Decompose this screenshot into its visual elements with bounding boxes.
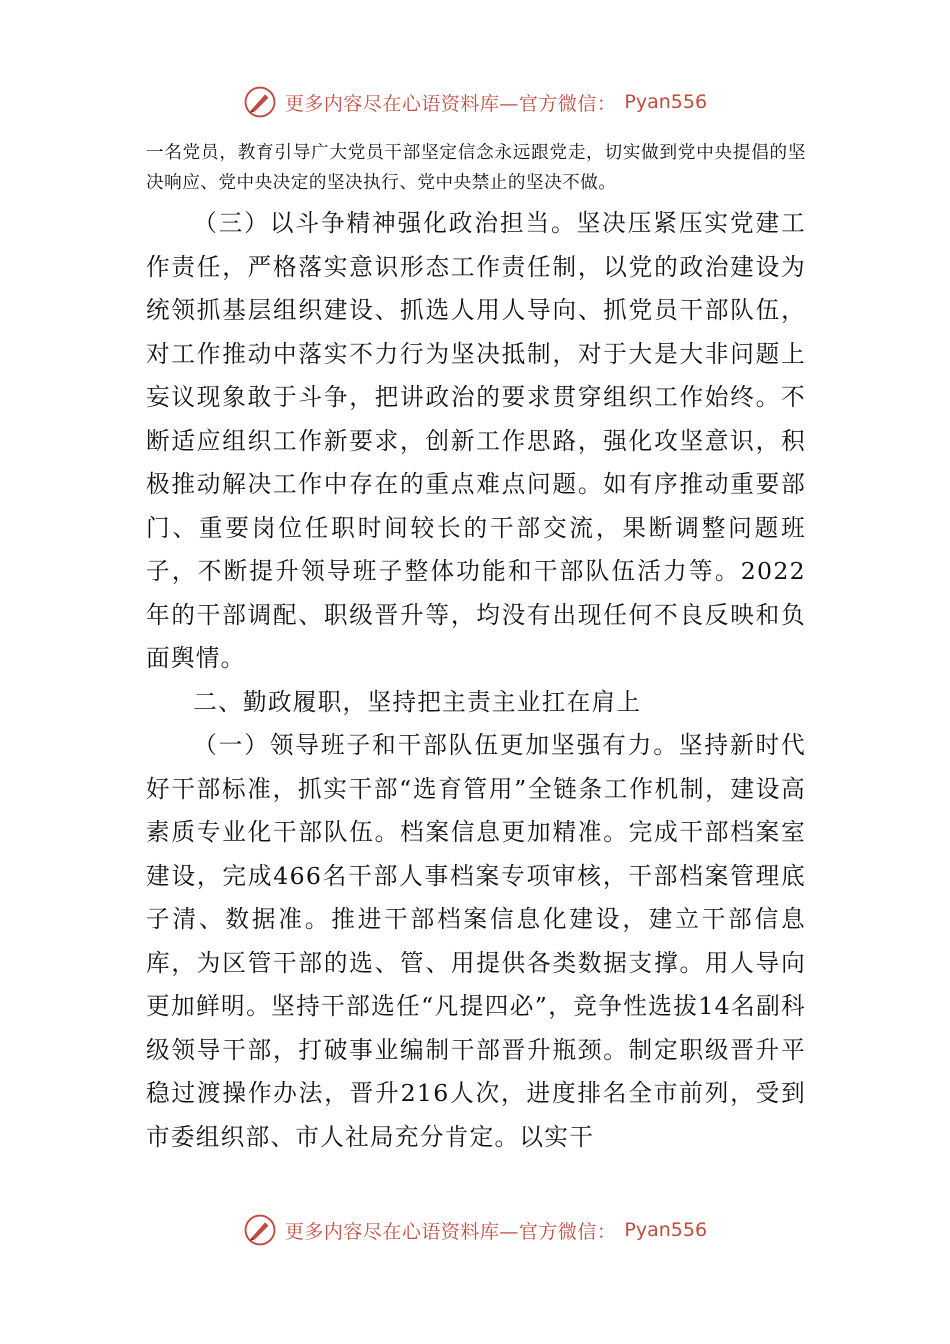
section-heading-2: 二、勤政履职，坚持把主责主业扛在肩上 [193,687,642,716]
document-body [146,138,806,1159]
watermark-text: 更多内容尽在心语资料库—官方微信： [284,1220,617,1243]
pen-logo-icon [243,85,277,119]
watermark-wechat-id: Pyan556 [624,1219,708,1241]
watermark-text: 更多内容尽在心语资料库—官方微信： [284,92,617,115]
watermark-footer [0,1210,950,1250]
watermark-header [0,82,950,122]
watermark-wechat-id: Pyan556 [624,91,708,113]
paragraph-cadre-team: （一）领导班子和干部队伍更加坚强有力。坚持新时代好干部标准，抓实干部“选育管用”全链条工作机制，建设高素质专业化干部队伍。档案信息更加精准。完成干部档案室建设，完成466名干部人事档案专项审核，干部档案管理底子清、数据准。推进干部档案信息化建设，建立干部信息库，为区管干部的选、管、用提供各类数据支撑。用人导向更加鲜明。坚持干部选任“凡提四必”，竞争性选拔14名副科级领导干部，打破事业编制干部晋升瓶颈。制定职级晋升平稳过渡操作办法，晋升216人次，进度排名全市前列，受到市委组织部、市人社局充分肯定。以实干 [146,731,806,1151]
paragraph-political-responsibility: （三）以斗争精神强化政治担当。坚决压紧压实党建工作责任，严格落实意识形态工作责任制，以党的政治建设为统领抓基层组织建设、抓选人用人导向、抓党员干部队伍，对工作推动中落实不力行为坚决抵制，对于大是大非问题上妄议现象敢于斗争，把讲政治的要求贯穿组织工作始终。不断适应组织工作新要求，创新工作思路，强化攻坚意识，积极推动解决工作中存在的重点难点问题。如有序推动重要部门、重要岗位任职时间较长的干部交流，果断调整问题班子，不断提升领导班子整体功能和干部队伍活力等。2022年的干部调配、职级晋升等，均没有出现任何不良反映和负面舆情。 [146,209,806,672]
pen-logo-icon [243,1213,277,1247]
intro-paragraph: 一名党员，教育引导广大党员干部坚定信念永远跟党走，切实做到党中央提倡的坚决响应、党中央决定的坚决执行、党中央禁止的坚决不做。 [146,143,806,193]
